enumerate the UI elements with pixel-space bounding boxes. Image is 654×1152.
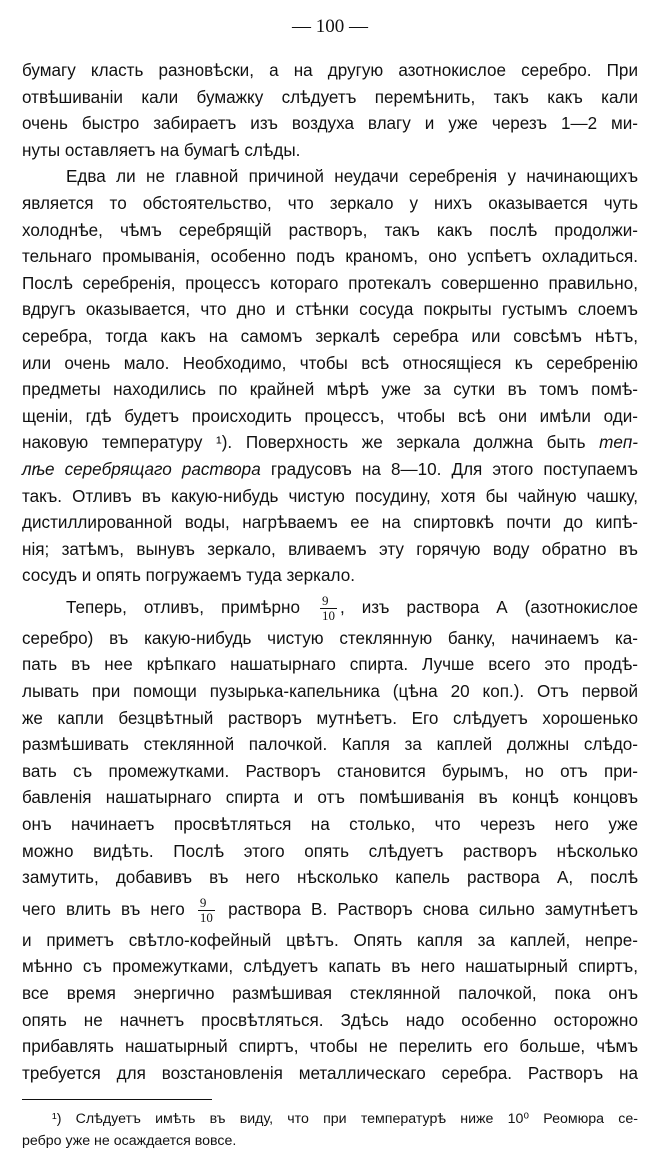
page-number: — 100 — [292, 16, 368, 37]
text-line: отвѣшиваніи кали бумажку слѣдуетъ перемѣнить, такъ какъ кали [22, 87, 638, 107]
fraction-numerator: 9 [198, 896, 215, 911]
text-line: бавленія нашатырнаго спирта и отъ помѣшиванія въ концѣ концовъ [22, 788, 638, 808]
text-line: же капли безцвѣтный растворъ мутнѣетъ. Его слѣдуетъ хорошенько [22, 708, 638, 728]
text-line: онъ начинаетъ просвѣтляться на столько, что черезъ него уже [22, 815, 638, 835]
text-line: лывать при помощи пузырька-капельника (цѣна 20 коп.). Отъ первой [22, 682, 638, 702]
text-line: или очень мало. Необходимо, чтобы всѣ относящіеся къ серебренію [22, 353, 638, 373]
paragraph-1 [22, 58, 638, 164]
text-line: Послѣ серебренія, процессъ котораго протекалъ совершенно правильно, [22, 273, 638, 293]
text-line: сосудъ и опять погружаемъ туда зеркало. [22, 566, 355, 586]
text-line: бумагу класть разновѣски, а на другую азотнокислое серебро. При [22, 61, 638, 80]
text-line: требуется для возстановленія металлическаго серебра. Растворъ на [22, 1063, 638, 1083]
text-line: размѣшивать стеклянной палочкой. Капля за каплей должны слѣдо- [22, 735, 638, 755]
text-line: серебро) въ какую-нибудь чистую стеклянную банку, начинаемъ ка- [22, 628, 638, 648]
fraction-denominator: 10 [322, 607, 335, 623]
footnote-line: ¹) Слѣдуетъ имѣть въ виду, что при температурѣ ниже 10⁰ Реомюра се- [52, 1111, 638, 1128]
fraction-denominator: 10 [199, 909, 213, 925]
text-line: все время энергично размѣшивая стеклянной палочкой, пока онъ [22, 984, 638, 1003]
paragraph-3 [22, 590, 638, 1088]
text-segment: градусовъ на 8—10. Для этого поступаемъ [260, 459, 638, 479]
text-line: щеніи, гдѣ будетъ происходить процессъ, чтобы всѣ они имѣли оди- [22, 406, 638, 426]
text-segment: чего влить въ него [22, 899, 185, 919]
fraction [198, 896, 215, 925]
text-line: холоднѣе, чѣмъ серебрящій растворъ, такъ какъ послѣ продолжи- [22, 220, 638, 240]
text-line: пать въ нее крѣпкаго нашатырнаго спирта. Лучше всего это продѣ- [22, 655, 638, 675]
text-line: нія; затѣмъ, вынувъ зеркало, вливаемъ эту горячую воду обратно въ [22, 539, 638, 559]
text-line-with-fraction [22, 892, 638, 928]
text-line: можно видѣть. Послѣ этого опять слѣдуетъ растворъ нѣсколько [22, 841, 638, 861]
text-line-with-italic [22, 457, 638, 484]
text-segment: раствора В. Растворъ снова сильно замутнѣетъ [217, 899, 638, 919]
text-line: предметы находились по крайней мѣрѣ уже за сутки въ томъ помѣ- [22, 380, 638, 400]
text-line: опять не начнетъ просвѣтляться. Здѣсь надо особенно осторожно [22, 1010, 638, 1030]
text-line: дистиллированной воды, нагрѣваемъ ее на спиртовкѣ почти до кипѣ- [22, 513, 638, 533]
text-line: вдругъ оказывается, что дно и стѣнки сосуда покрыты густымъ слоемъ [22, 300, 638, 320]
text-segment: , изъ раствора А (азотнокислое [340, 597, 638, 617]
italic-text [22, 460, 261, 479]
fraction [320, 594, 337, 623]
text-line: является то обстоятельство, что зеркало у нихъ оказывается чуть [22, 193, 638, 213]
text-line: прибавлять нашатырный спиртъ, чтобы не перелить его больше, чѣмъ [22, 1037, 638, 1057]
body-text [22, 58, 638, 1087]
text-line: замутить, добавивъ въ него нѣсколько капель раствора А, послѣ [22, 868, 638, 888]
text-line: такъ. Отливъ въ какую-нибудь чистую посудину, хотя бы чайную чашку, [22, 486, 638, 506]
footnote [22, 1108, 638, 1152]
text-line: мѣнно съ промежутками, слѣдуетъ капать въ него нашатырный спиртъ, [22, 957, 638, 977]
paragraph-2 [22, 164, 638, 590]
italic-segment: серебрящаго раствора [64, 459, 261, 479]
text-line-with-italic [22, 430, 638, 457]
footnote-line: ребро уже не осаждается вовсе. [22, 1133, 237, 1150]
text-line: и приметъ свѣтло-кофейный цвѣтъ. Опять капля за каплей, непре- [22, 930, 638, 950]
fraction-numerator: 9 [320, 594, 337, 609]
text-line-with-fraction [22, 590, 638, 626]
italic-text: теп- [599, 433, 639, 453]
italic-segment: лѣе [22, 459, 55, 479]
text-line: вать съ промежутками. Растворъ становится бурымъ, но отъ при- [22, 761, 638, 781]
text-line: серебра, тогда какъ на самомъ зеркалѣ серебра или совсѣмъ нѣтъ, [22, 326, 638, 346]
text-line: тельнаго промыванія, особенно подъ краномъ, оно успѣетъ охладиться. [22, 247, 638, 267]
text-line: Едва ли не главной причиной неудачи серебренія у начинающихъ [66, 167, 638, 187]
text-line: нуты оставляетъ на бумагѣ слѣды. [22, 140, 301, 160]
text-line: очень быстро забираетъ изъ воздуха влагу и уже черезъ 1—2 ми- [22, 114, 638, 134]
text-segment: наковую температуру ¹). Поверхность же зеркала должна быть [22, 433, 586, 453]
text-segment: Теперь, отливъ, примѣрно [66, 597, 300, 617]
document-page [22, 14, 638, 1152]
